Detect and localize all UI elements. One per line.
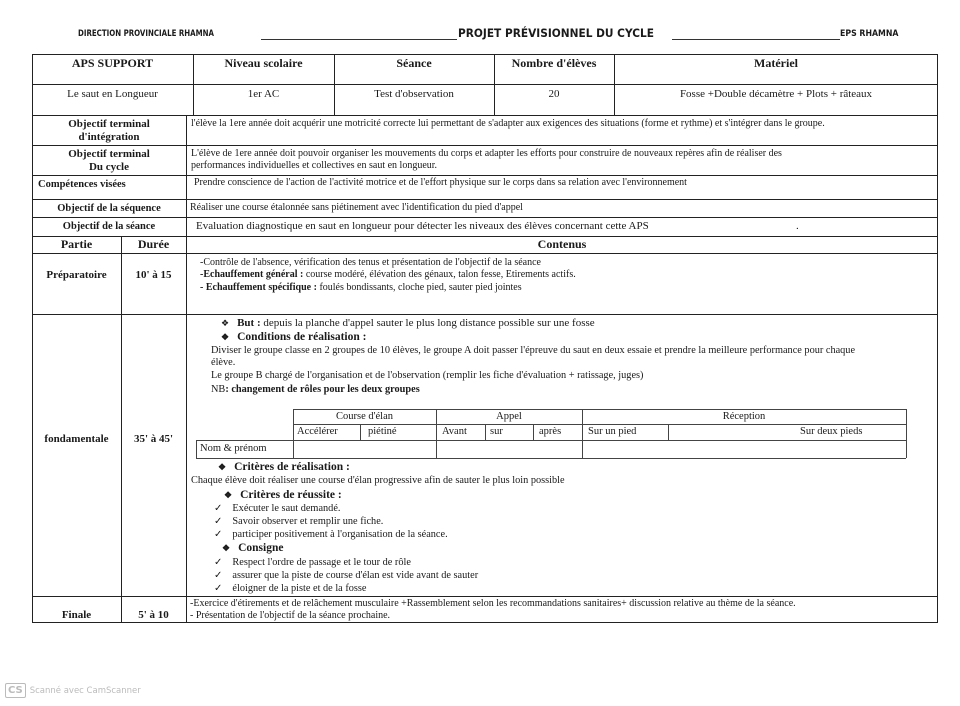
diamond-bullet-icon: ❖: [221, 318, 230, 328]
checkmark-icon: ✓: [214, 516, 223, 527]
value-niveau: 1er AC: [247, 88, 280, 100]
value-aps: Le saut en Longueur: [67, 88, 158, 100]
checkmark-icon: ✓: [214, 570, 223, 581]
criteres-reussite-heading: ❖ Critères de réussite :: [224, 489, 342, 501]
subheader: Accélérer: [297, 426, 338, 437]
objective-label: Objectif de la séquence: [57, 203, 161, 214]
diamond-bullet-icon: ❖: [224, 490, 233, 500]
value-materiel: Fosse +Double décamètre + Plots + râteaux: [679, 88, 873, 100]
objective-text: Evaluation diagnostique en saut en longueur pour détecter les niveaux des élèves concernant cette APS: [196, 220, 649, 232]
criteres-realisation-heading: ❖ Critères de réalisation :: [218, 461, 350, 473]
checkmark-icon: ✓: [214, 529, 223, 540]
partie-fondamentale: fondamentale: [44, 433, 109, 445]
col-header-materiel: Matériel: [754, 56, 798, 70]
col-header-contenus: Contenus: [537, 237, 587, 251]
subheader: sur: [490, 426, 503, 437]
group-appel: Appel: [496, 411, 522, 422]
divider: [121, 236, 122, 623]
divider: [186, 115, 187, 623]
divider: [32, 596, 938, 597]
divider: [32, 175, 938, 176]
divider: [32, 199, 938, 200]
checkmark-icon: ✓: [214, 557, 223, 568]
duree-preparatoire: 10' à 15: [135, 269, 172, 281]
objective-text: performances individuelles et collectives en saut en longueur.: [191, 160, 438, 171]
duree-fondamentale: 35' à 45': [133, 433, 174, 445]
value-nombre: 20: [548, 88, 560, 100]
objective-label: Objectif de la séance: [62, 221, 156, 232]
content-line: -Echauffement général : course modéré, élévation des génaux, talon fesse, Etirements actifs.: [200, 269, 576, 280]
col-header-aps: APS SUPPORT: [71, 56, 154, 70]
group-reception: Réception: [722, 411, 766, 422]
camscanner-logo-icon: CS: [5, 683, 26, 698]
value-seance: Test d'observation: [374, 88, 454, 100]
objective-text: Réaliser une course étalonnée sans piétinement avec l'identification du pied d'appel: [190, 202, 523, 213]
col-header-duree: Durée: [137, 237, 170, 251]
col-header-nombre: Nombre d'élèves: [511, 56, 597, 70]
header-left: DIRECTION PROVINCIALE RHAMNA: [78, 29, 214, 39]
objective-text: l'élève la 1ere année doit acquérir une motricité correcte lui permettant de s'adapter aux exigences des situations (forme et rythme) et s'intégrer dans le groupe.: [191, 118, 825, 129]
subheader: Sur un pied: [588, 426, 637, 437]
conditions-line: élève.: [211, 357, 236, 368]
conditions-heading: ❖ Conditions de réalisation :: [221, 331, 367, 343]
checklist-item: ✓ Savoir observer et remplir une fiche.: [214, 516, 384, 527]
divider: [32, 145, 938, 146]
objective-text: .: [796, 220, 799, 232]
divider: [32, 84, 938, 85]
header-underline-right: [672, 39, 840, 40]
objective-label: Objectif terminal Du cycle: [68, 148, 150, 173]
subheader: Sur deux pieds: [800, 426, 863, 437]
objective-text: Prendre conscience de l'action de l'activité motrice et de l'effort physique sur le corps dans sa relation avec l'environnement: [194, 177, 687, 188]
objective-label: Compétences visées: [38, 179, 126, 190]
col-header-partie: Partie: [60, 237, 93, 251]
subheader: piétiné: [368, 426, 397, 437]
divider: [32, 115, 938, 116]
header-underline-left: [261, 39, 457, 40]
content-line: - Echauffement spécifique : foulés bondissants, cloche pied, sauter pied jointes: [200, 282, 522, 293]
conditions-line: Diviser le groupe classe en 2 groupes de 10 élèves, le groupe A doit passer l'épreuve du saut en deux essaie et prendre la meilleure performance pour chaque: [211, 345, 856, 356]
objective-label: Objectif terminal d'intégration: [68, 118, 150, 143]
diamond-bullet-icon: ❖: [218, 462, 227, 472]
checklist-item: ✓ assurer que la piste de course d'élan est vide avant de sauter: [214, 570, 479, 581]
nb-line: NB: changement de rôles pour les deux groupes: [211, 384, 420, 395]
content-line: -Exercice d'étirements et de relâchement musculaire +Rassemblement selon les recommandations sanitaires+ discussion relative au thème de la séance.: [190, 598, 796, 609]
conditions-line: Le groupe B chargé de l'organisation et de l'observation (remplir les fiche d'évaluation + ratissage, juges): [211, 370, 644, 381]
checklist-item: ✓ Respect l'ordre de passage et le tour de rôle: [214, 557, 411, 568]
checklist-item: ✓ participer positivement à l'organisation de la séance.: [214, 529, 448, 540]
subheader: Avant: [442, 426, 467, 437]
header-right: EPS RHAMNA: [840, 29, 899, 39]
objective-text: L'élève de 1ere année doit pouvoir organiser les mouvements du corps et adapter les efforts pour construire de nouveaux repères afin de réaliser des: [191, 148, 782, 159]
but-line: ❖ But : depuis la planche d'appel sauter le plus long distance possible sur une fosse: [221, 317, 595, 329]
col-header-seance: Séance: [396, 56, 432, 70]
divider: [32, 217, 938, 218]
criteres-realisation-text: Chaque élève doit réaliser une course d'élan progressive afin de sauter le plus loin possible: [191, 475, 565, 486]
subheader: après: [539, 426, 562, 437]
checkmark-icon: ✓: [214, 503, 223, 514]
divider: [32, 253, 938, 254]
row-label-nom-prenom: Nom & prénom: [200, 443, 267, 454]
evaluation-grid: [196, 409, 906, 459]
group-course-elan: Course d'élan: [335, 411, 393, 422]
consigne-heading: ❖ Consigne: [222, 542, 284, 554]
diamond-bullet-icon: ❖: [222, 543, 231, 553]
content-line: - Présentation de l'objectif de la séance prochaine.: [190, 610, 391, 621]
col-header-niveau: Niveau scolaire: [224, 56, 303, 70]
content-line: -Contrôle de l'absence, vérification des tenus et présentation de l'objectif de la séance: [200, 257, 541, 268]
divider: [32, 314, 938, 315]
checklist-item: ✓ Exécuter le saut demandé.: [214, 503, 341, 514]
checkmark-icon: ✓: [214, 583, 223, 594]
partie-finale: Finale: [61, 609, 92, 621]
checklist-item: ✓ éloigner de la piste et de la fosse: [214, 583, 367, 594]
diamond-bullet-icon: ❖: [221, 332, 230, 342]
scanner-watermark: CS Scanné avec CamScanner: [5, 683, 141, 698]
document-header: [78, 26, 908, 42]
partie-preparatoire: Préparatoire: [46, 269, 107, 281]
duree-finale: 5' à 10: [138, 609, 169, 621]
document-title: PROJET PRÉVISIONNEL DU CYCLE: [458, 26, 654, 40]
